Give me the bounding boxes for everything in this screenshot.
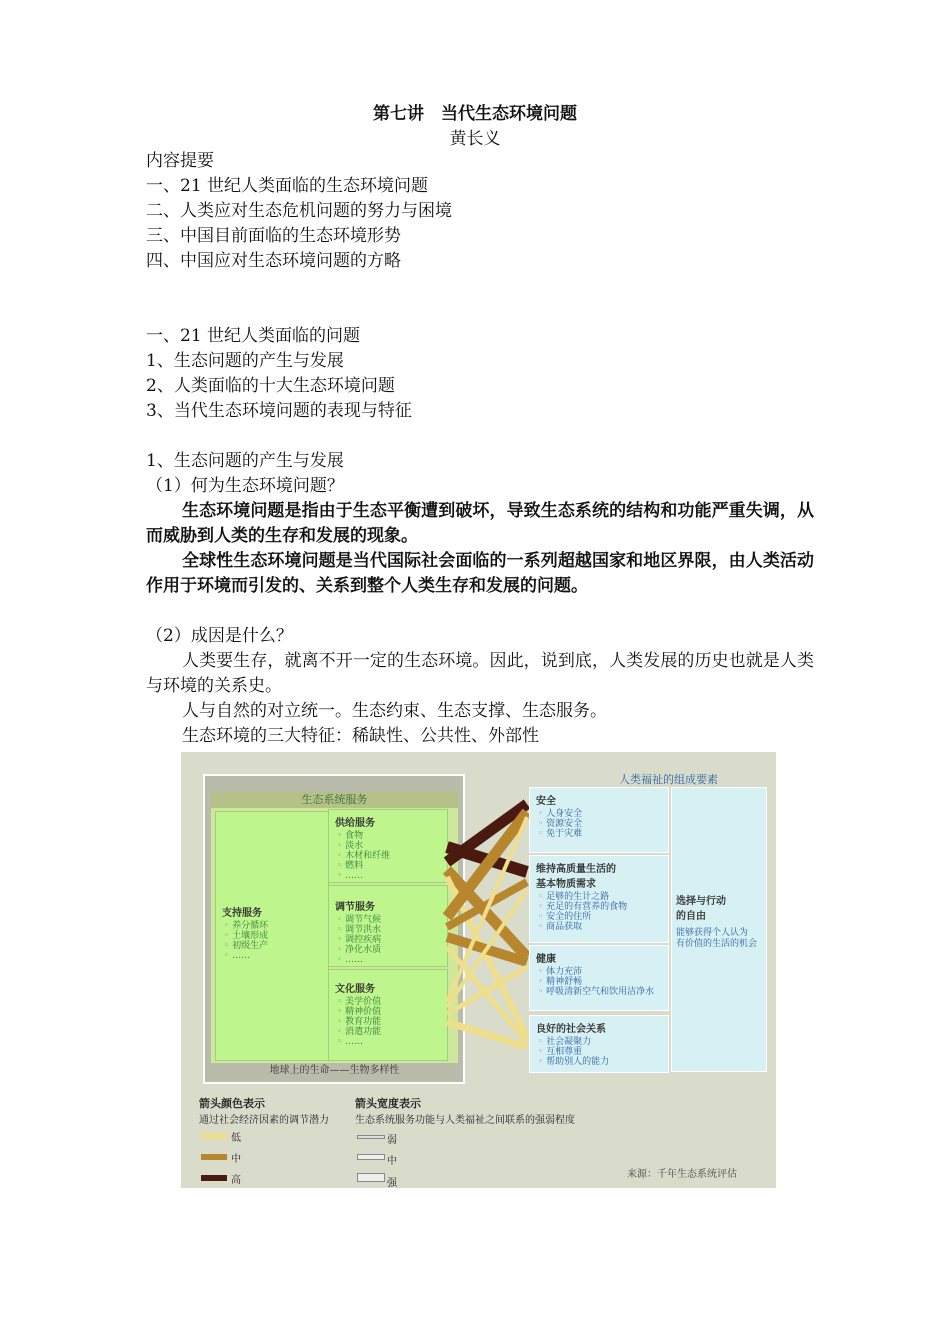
- culture-item: ◦ 教育功能: [337, 1017, 447, 1027]
- page-title: 第七讲 当代生态环境问题: [373, 104, 577, 124]
- freedom-text: 能够获得个人认为 有价值的生活的机会: [676, 928, 758, 949]
- provision-item: ◦ 淡水: [337, 841, 447, 851]
- culture-item: ◦ 美学价值: [337, 997, 447, 1007]
- material-title: 维持高质量生活的 基本物质需求: [536, 864, 616, 890]
- eco-services-title: 生态系统服务: [211, 792, 458, 808]
- definition-1: [146, 499, 814, 549]
- provision-item: ◦ ……: [337, 871, 447, 881]
- freedom-box: [671, 787, 767, 1072]
- paragraph-2: 人与自然的对立统一。生态约束、生态支撑、生态服务。: [182, 701, 607, 721]
- definition-1-text: 生态环境问题是指由于生态平衡遭到破坏，导致生态系统的结构和功能严重失调，从而威胁到人类的生存和发展的现象。: [146, 501, 814, 546]
- regulation-item: ◦ 调节洪水: [337, 925, 447, 935]
- material-item: ◦ 安全的住所: [538, 912, 668, 922]
- paragraph-1: [146, 649, 814, 699]
- section-heading: 一、21 世纪人类面临的问题: [146, 326, 361, 346]
- regulation-item: ◦ 调节气候: [337, 915, 447, 925]
- outline-item: 二、人类应对生态危机问题的努力与困境: [146, 201, 452, 221]
- regulation-item: ◦ 净化水质: [337, 945, 447, 955]
- provision-item: ◦ 木材和纤维: [337, 851, 447, 861]
- regulation-item: ◦ 调控疾病: [337, 935, 447, 945]
- provision-item: ◦ 食物: [337, 831, 447, 841]
- health-item: ◦ 呼吸清新空气和饮用洁净水: [538, 987, 668, 997]
- regulation-title: 调节服务: [335, 902, 375, 913]
- material-item: ◦ 足够的生计之路: [538, 892, 668, 902]
- material-item: ◦ 充足的有营养的食物: [538, 902, 668, 912]
- paragraph-3: 生态环境的三大特征：稀缺性、公共性、外部性: [182, 726, 539, 746]
- definition-2: [146, 549, 814, 599]
- legend-low-label: 低: [231, 1133, 241, 1144]
- social-item: ◦ 互相尊重: [538, 1047, 668, 1057]
- freedom-title: 选择与行动 的自由: [676, 896, 726, 922]
- support-item: ◦ 初级生产: [224, 941, 268, 951]
- outline-item: 四、中国应对生态环境问题的方略: [146, 251, 401, 271]
- security-item: ◦ 人身安全: [538, 809, 668, 819]
- health-title: 健康: [536, 954, 556, 965]
- security-box: [529, 787, 669, 853]
- material-item: ◦ 商品获取: [538, 922, 668, 932]
- health-box: [529, 945, 669, 1011]
- culture-item: ◦ 精神价值: [337, 1007, 447, 1017]
- subsection-heading: 1、生态问题的产生与发展: [146, 451, 344, 471]
- legend-medium-label: 中: [387, 1156, 397, 1167]
- security-item: ◦ 免于灾难: [538, 829, 668, 839]
- section-item: 3、当代生态环境问题的表现与特征: [146, 401, 412, 421]
- ecosystem-services-figure: [181, 752, 776, 1188]
- section-item: 1、生态问题的产生与发展: [146, 351, 344, 371]
- legend-strong-swatch: [357, 1173, 385, 1182]
- legend-high-swatch: [201, 1175, 227, 1181]
- security-title: 安全: [536, 796, 556, 807]
- provision-item: ◦ 燃料: [337, 861, 447, 871]
- author: 黄长义: [449, 129, 501, 149]
- material-needs-box: [529, 855, 669, 943]
- culture-item: ◦ 消遣功能: [337, 1027, 447, 1037]
- outline-heading: 内容提要: [146, 151, 214, 171]
- social-relations-box: [529, 1015, 669, 1073]
- legend-weak-swatch: [357, 1135, 385, 1139]
- wellbeing-title: 人类福祉的组成要素: [619, 773, 718, 786]
- legend-high-label: 高: [231, 1175, 241, 1186]
- legend-mid-label: 中: [231, 1154, 241, 1165]
- provision-title: 供给服务: [335, 818, 375, 829]
- health-item: ◦ 精神舒畅: [538, 977, 668, 987]
- social-title: 良好的社会关系: [536, 1024, 606, 1035]
- legend-width-subtitle: 生态系统服务功能与人类福祉之间联系的强弱程度: [355, 1115, 575, 1126]
- social-item: ◦ 社会凝聚力: [538, 1037, 668, 1047]
- legend-strong-label: 强: [387, 1178, 397, 1189]
- arrow-group: [447, 804, 527, 1047]
- culture-item: ◦ ……: [337, 1037, 447, 1047]
- biodiversity-base-label: 地球上的生命——生物多样性: [269, 1065, 400, 1076]
- legend-color-title: 箭头颜色表示: [199, 1097, 265, 1110]
- section-item: 2、人类面临的十大生态环境问题: [146, 376, 395, 396]
- social-item: ◦ 帮助别人的能力: [538, 1057, 668, 1067]
- regulation-item: ◦ ……: [337, 955, 447, 965]
- culture-title: 文化服务: [335, 984, 375, 995]
- support-item: ◦ 养分循环: [224, 921, 268, 931]
- support-item: ◦ ……: [224, 951, 268, 961]
- health-item: ◦ 体力充沛: [538, 967, 668, 977]
- legend-low-swatch: [201, 1133, 227, 1139]
- support-title: 支持服务: [222, 908, 262, 919]
- support-item: ◦ 土壤形成: [224, 931, 268, 941]
- legend-color-subtitle: 通过社会经济因素的调节潜力: [199, 1115, 329, 1126]
- legend-width-title: 箭头宽度表示: [355, 1097, 421, 1110]
- figure-source: 来源：千年生态系统评估: [627, 1169, 737, 1180]
- legend-weak-label: 弱: [387, 1135, 397, 1146]
- legend-medium-swatch: [357, 1154, 385, 1160]
- security-item: ◦ 资源安全: [538, 819, 668, 829]
- question-2: （2）成因是什么？: [146, 626, 293, 646]
- question-1: （1）何为生态环境问题？: [146, 476, 344, 496]
- outline-item: 三、中国目前面临的生态环境形势: [146, 226, 401, 246]
- paragraph-1-text: 人类要生存，就离不开一定的生态环境。因此，说到底，人类发展的历史也就是人类与环境的关系史。: [146, 651, 814, 696]
- legend-mid-swatch: [201, 1154, 227, 1160]
- definition-2-text: 全球性生态环境问题是当代国际社会面临的一系列超越国家和地区界限，由人类活动作用于环境而引发的、关系到整个人类生存和发展的问题。: [146, 551, 814, 596]
- outline-item: 一、21 世纪人类面临的生态环境问题: [146, 176, 429, 196]
